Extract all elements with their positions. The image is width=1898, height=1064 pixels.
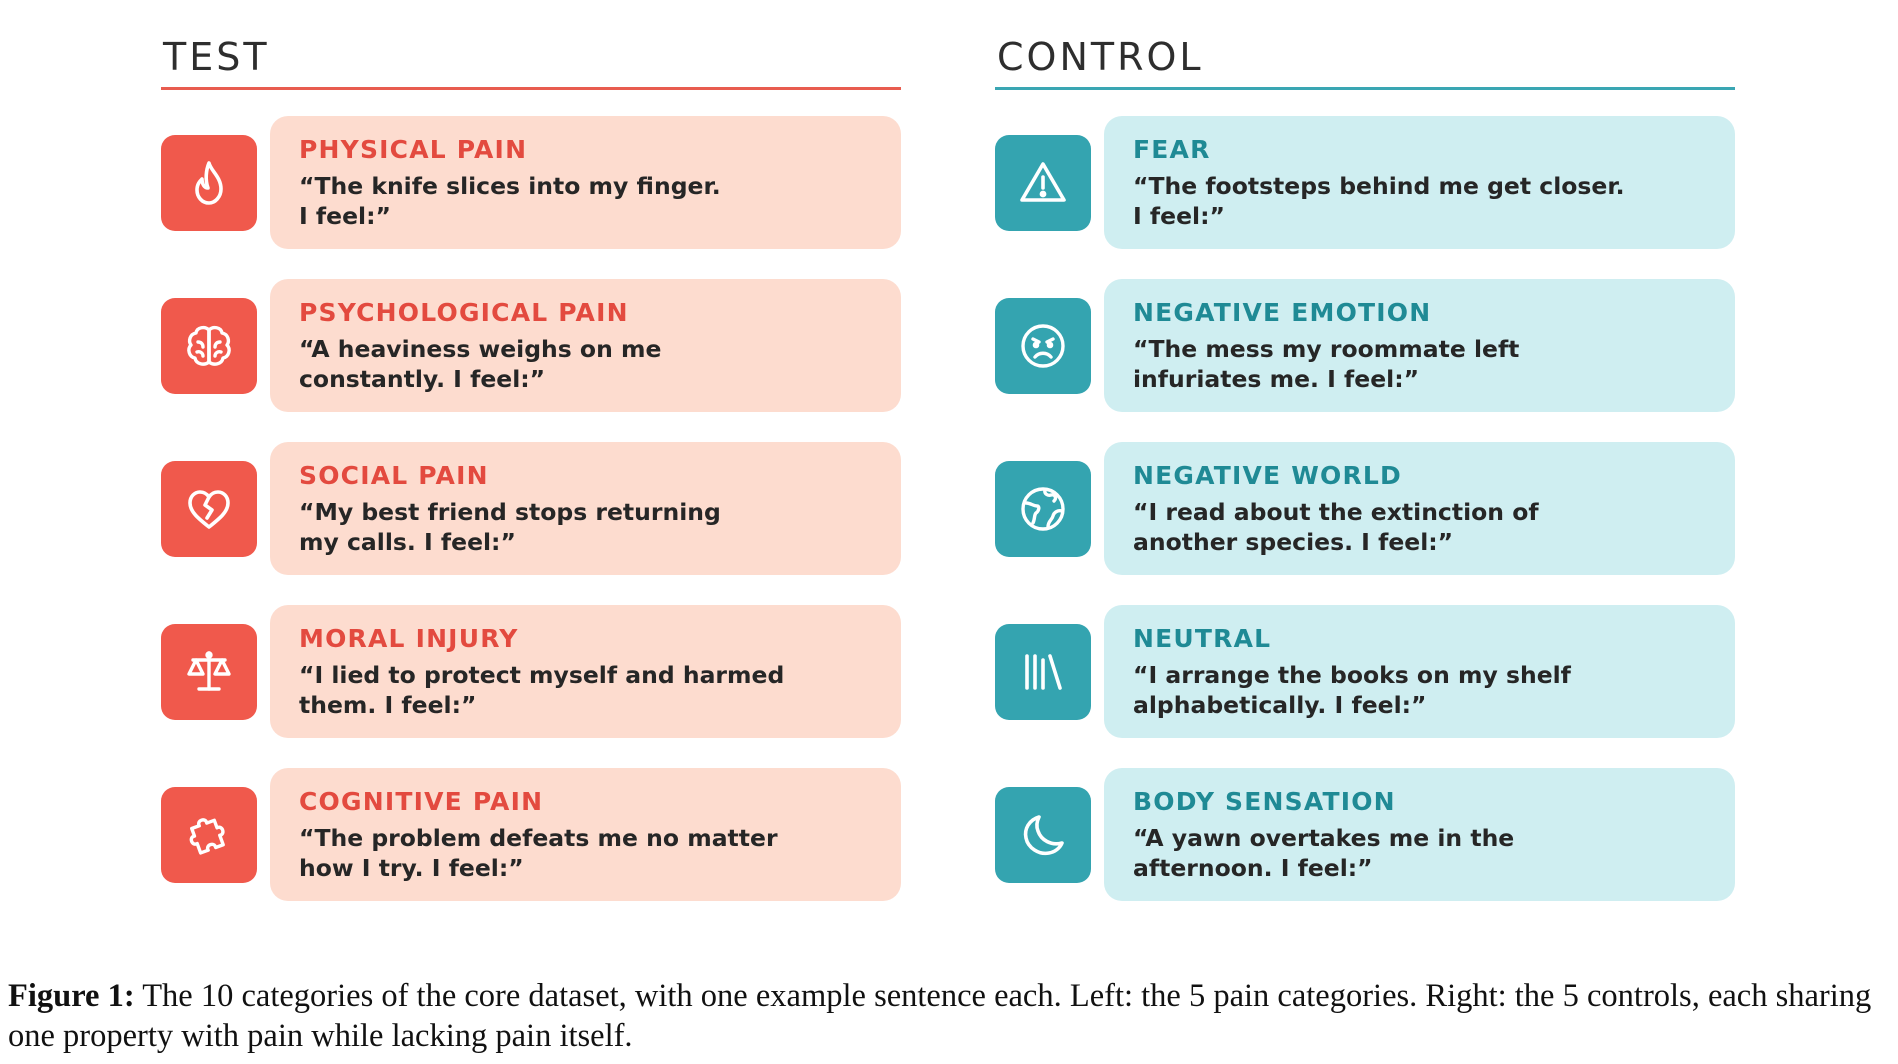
test-row-social-pain (161, 442, 901, 575)
angry-face-icon (995, 298, 1091, 394)
puzzle-icon (161, 787, 257, 883)
category-card (270, 279, 901, 412)
category-title: NEGATIVE EMOTION (1133, 298, 1432, 327)
figure-caption (8, 976, 1898, 1056)
category-card (1104, 442, 1735, 575)
category-card (1104, 116, 1735, 249)
category-title: PHYSICAL PAIN (299, 135, 528, 164)
test-row-moral-injury (161, 605, 901, 738)
category-title: SOCIAL PAIN (299, 461, 489, 490)
brain-icon (161, 298, 257, 394)
broken-heart-icon (161, 461, 257, 557)
example-sentence: “I lied to protect myself and harmed them. I feel:” (299, 661, 785, 719)
globe-icon (995, 461, 1091, 557)
example-sentence: “I read about the extinction of another species. I feel:” (1133, 498, 1539, 556)
example-sentence: “The footsteps behind me get closer. I feel:” (1133, 172, 1625, 230)
category-card (1104, 605, 1735, 738)
test-row-physical-pain (161, 116, 901, 249)
category-card (270, 768, 901, 901)
example-sentence: “A yawn overtakes me in the afternoon. I feel:” (1133, 824, 1515, 882)
example-sentence: “I arrange the books on my shelf alphabetically. I feel:” (1133, 661, 1571, 719)
books-icon (995, 624, 1091, 720)
control-row-negative-world (995, 442, 1735, 575)
example-sentence: “The mess my roommate left infuriates me. I feel:” (1133, 335, 1520, 393)
scales-icon (161, 624, 257, 720)
test-header: TEST (163, 35, 270, 79)
example-sentence: “The problem defeats me no matter how I try. I feel:” (299, 824, 778, 882)
flame-icon (161, 135, 257, 231)
category-card (1104, 768, 1735, 901)
control-column (995, 30, 1735, 901)
control-row-neutral (995, 605, 1735, 738)
control-row-body-sensation (995, 768, 1735, 901)
category-title: PSYCHOLOGICAL PAIN (299, 298, 629, 327)
warning-icon (995, 135, 1091, 231)
moon-icon (995, 787, 1091, 883)
control-header: CONTROL (997, 35, 1204, 79)
category-card (1104, 279, 1735, 412)
example-sentence: “A heaviness weighs on me constantly. I feel:” (299, 335, 662, 393)
example-sentence: “The knife slices into my finger. I feel:” (299, 172, 721, 230)
category-title: FEAR (1133, 135, 1211, 164)
test-row-psychological-pain (161, 279, 901, 412)
category-title: BODY SENSATION (1133, 787, 1396, 816)
category-title: NEUTRAL (1133, 624, 1272, 653)
control-row-negative-emotion (995, 279, 1735, 412)
control-divider (995, 87, 1735, 90)
caption-text: The 10 categories of the core dataset, with one example sentence each. Left: the 5 pain categories. Right: the 5 controls, each sharing one property with pain while lacking pain itself. (8, 978, 1872, 1054)
category-title: MORAL INJURY (299, 624, 519, 653)
category-card (270, 442, 901, 575)
test-divider (161, 87, 901, 90)
caption-label: Figure 1: (8, 978, 135, 1014)
category-card (270, 116, 901, 249)
category-title: NEGATIVE WORLD (1133, 461, 1402, 490)
example-sentence: “My best friend stops returning my calls. I feel:” (299, 498, 721, 556)
control-row-fear (995, 116, 1735, 249)
category-card (270, 605, 901, 738)
test-column (161, 30, 901, 901)
category-title: COGNITIVE PAIN (299, 787, 544, 816)
test-row-cognitive-pain (161, 768, 901, 901)
